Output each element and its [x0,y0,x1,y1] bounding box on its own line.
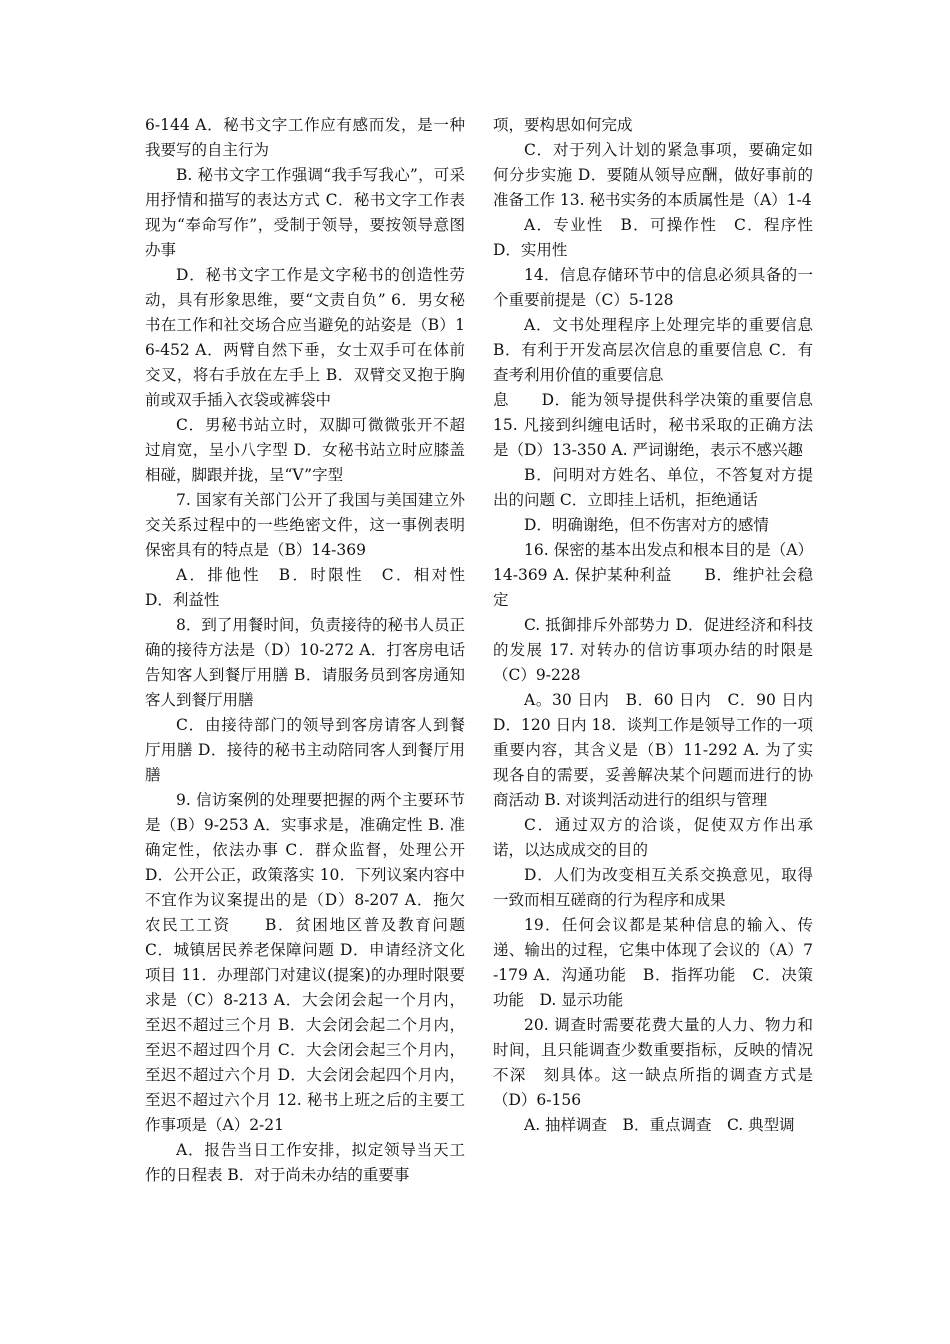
paragraph: 19．任何会议都是某种信息的输入、传递、输出的过程，它集中体现了会议的（A）7-179 A．沟通功能 B．指挥功能 C．决策功能 D. 显示功能 [493,916,813,1009]
right-column [493,113,829,1138]
paragraph: C．由接待部门的领导到客房请客人到餐厅用膳 D．接待的秘书主动陪同客人到餐厅用膳 [145,716,465,784]
paragraph: 16. 保密的基本出发点和根本目的是（A）14-369 A. 保护某种利益 B．维护社会稳定 [493,541,813,609]
paragraph: 9. 信访案例的处理要把握的两个主要环节是（B）9-253 A．实事求是，准确定性 B. 准确定性，依法办事 C．群众监督，处理公开 D．公开公正，政策落实 10．下列议案内容中不宜作为议案提出的是（D）8-207 A．拖欠农民工工资 B．贫困地区普及教育问题 C．城镇居民养老保障问题 D．申请经济文化项目 11．办理部门对建议(提案)的办理时限要求是（C）8-213 A．大会闭会起一个月内，至迟不超过三个月 B．大会闭会起二个月内，至迟不超过四个月 C．大会闭会起三个月内，至迟不超过六个月 D．大会闭会起四个月内，至迟不超过六个月 12. 秘书上班之后的主要工作事项是（A）2-21 [145,791,481,1134]
paragraph: C．通过双方的洽谈，促使双方作出承诺，以达成成交的目的 [493,816,813,859]
paragraph: 项，要构思如何完成 [493,116,633,134]
paragraph: D．人们为改变相互关系交换意见，取得一致而相互磋商的行为程序和成果 [493,866,813,909]
paragraph: A．报告当日工作安排，拟定领导当天工作的日程表 B．对于尚未办结的重要事 [145,1141,465,1184]
paragraph: A. 抽样调查 B．重点调查 C. 典型调 [524,1116,795,1134]
paragraph: A．排他性 B．时限性 C．相对性 D．利益性 [145,566,481,609]
paragraph: 6-144 A．秘书文字工作应有感而发，是一种我要写的自主行为 [145,116,465,159]
paragraph: 息 D．能为领导提供科学决策的重要信息 15. 凡接到纠缠电话时，秘书采取的正确方法是（D）13-350 A. 严词谢绝，表示不感兴趣 [493,391,813,459]
paragraph: D．明确谢绝，但不伤害对方的感情 [524,516,769,534]
paragraph: 8．到了用餐时间，负责接待的秘书人员正确的接待方法是（D）10-272 A．打客房电话告知客人到餐厅用膳 B．请服务员到客房通知客人到餐厅用膳 [145,616,465,709]
paragraph: C．对于列入计划的紧急事项，要确定如何分步实施 D．要随从领导应酬，做好事前的准备工作 13. 秘书实务的本质属性是（A）1-4 [493,141,813,209]
paragraph: A．专业性 B．可操作性 C．程序性 D．实用性 [493,216,829,259]
paragraph: B．问明对方姓名、单位，不答复对方提出的问题 C．立即挂上话机，拒绝通话 [493,466,813,509]
paragraph: D．秘书文字工作是文字秘书的创造性劳动，具有形象思维，要“文责自负” 6．男女秘书在工作和社交场合应当避免的站姿是（B）16-452 A．两臂自然下垂，女士双手可在体前交叉，将右手放在左手上 B．双臂交叉抱于胸前或双手插入衣袋或裤袋中 [145,266,465,409]
paragraph: A．文书处理程序上处理完毕的重要信息 B．有利于开发高层次信息的重要信息 C．有查考利用价值的重要信息 [493,316,829,384]
paragraph: C. 抵御排斥外部势力 D．促进经济和科技的发展 17. 对转办的信访事项办结的时限是（C）9-228 [493,616,813,684]
paragraph: B. 秘书文字工作强调“我手写我心”，可采用抒情和描写的表达方式 C．秘书文字工作表现为“奉命写作”，受制于领导，要按领导意图办事 [145,166,465,259]
left-column [145,113,481,1188]
paragraph: 7. 国家有关部门公开了我国与美国建立外交关系过程中的一些绝密文件，这一事例表明 保密具有的特点是（B）14-369 [145,491,481,559]
paragraph: A。30 日内 B．60 日内 C．90 日内 D．120 日内 18．谈判工作是领导工作的一项重要内容，其含义是（B）11-292 A. 为了实现各自的需要，妥善解决某个问题而进行的协商活动 B. 对谈判活动进行的组织与管理 [493,691,829,809]
paragraph: C．男秘书站立时，双脚可微微张开不超过肩宽，呈小八字型 D．女秘书站立时应膝盖相碰，脚跟并拢，呈“V”字型 [145,416,465,484]
paragraph: 14．信息存储环节中的信息必须具备的一个重要前提是（C）5-128 [493,266,813,309]
paragraph: 20. 调查时需要花费大量的人力、物力和时间，且只能调查少数重要指标，反映的情况不深 刻具体。这一缺点所指的调查方式是（D）6-156 [493,1016,813,1109]
